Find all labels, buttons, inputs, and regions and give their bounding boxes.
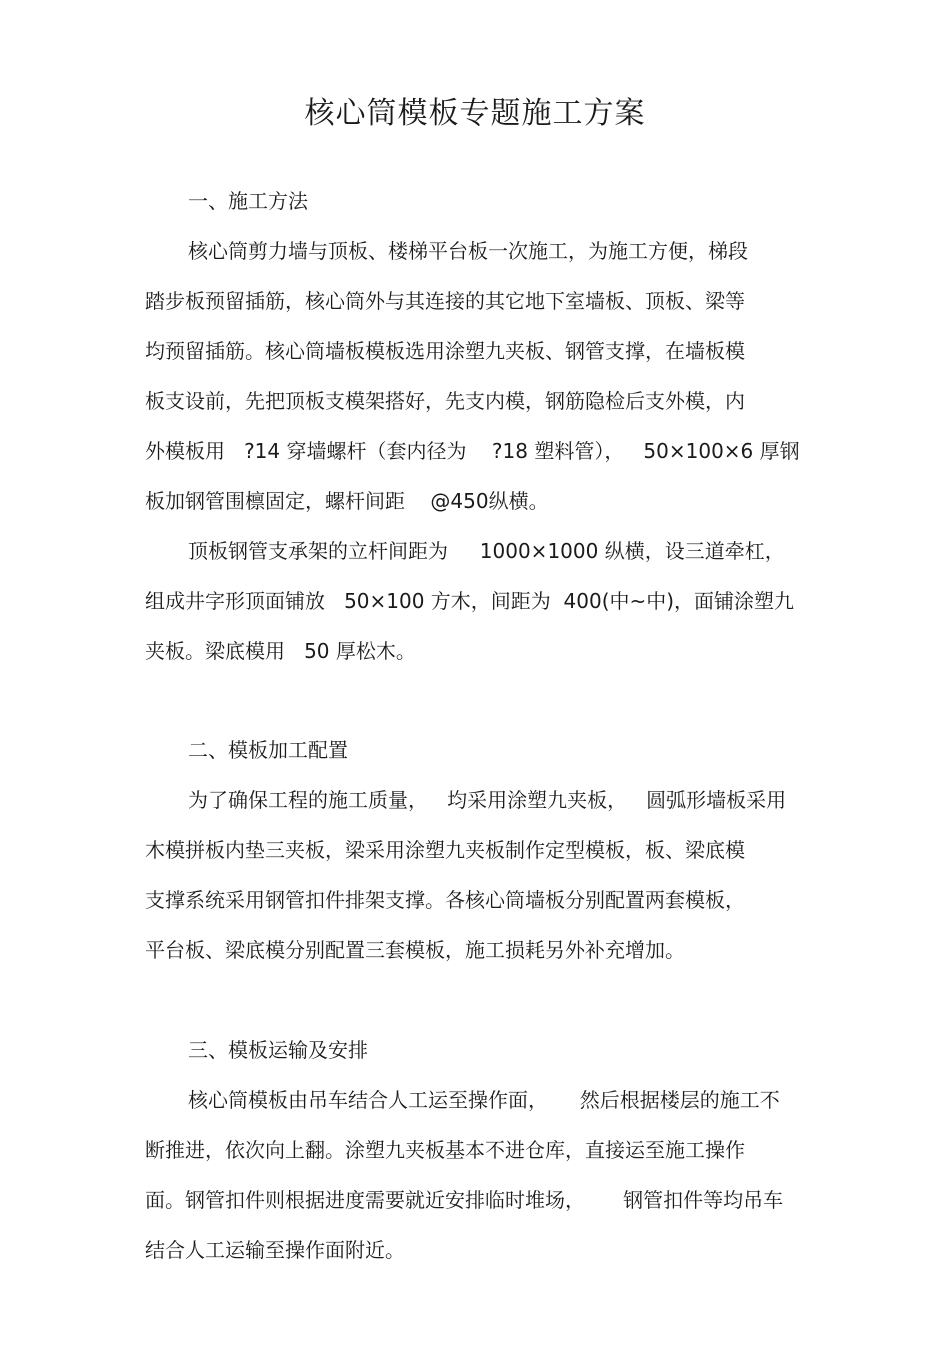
paragraph-line: 支撑系统采用钢管扣件排架支撑。各核心筒墙板分别配置两套模板， xyxy=(145,888,745,912)
paragraph-line: 为了确保工程的施工质量， 均采用涂塑九夹板， 圆弧形墙板采用 xyxy=(188,788,787,812)
paragraph-line: 夹板。梁底模用 50 厚松木。 xyxy=(145,639,416,663)
paragraph-line: 面。钢管扣件则根据进度需要就近安排临时堆场， 钢管扣件等均吊车 xyxy=(145,1188,784,1212)
paragraph-line: 板支设前，先把顶板支模架搭好，先支内模，钢筋隐检后支外模，内 xyxy=(145,389,745,413)
paragraph-line: 结合人工运输至操作面附近。 xyxy=(145,1238,405,1262)
paragraph-line: 踏步板预留插筋，核心筒外与其连接的其它地下室墙板、顶板、梁等 xyxy=(145,289,745,313)
page-title: 核心筒模板专题施工方案 xyxy=(304,96,646,131)
paragraph-line: 平台板、梁底模分别配置三套模板，施工损耗另外补充增加。 xyxy=(145,938,685,962)
paragraph-line: 外模板用 ?14 穿墙螺杆（套内径为 ?18 塑料管）， 50×100×6 厚钢 xyxy=(145,439,800,463)
paragraph-line: 断推进，依次向上翻。涂塑九夹板基本不进仓库，直接运至施工操作 xyxy=(145,1138,745,1162)
paragraph-line: 木模拼板内垫三夹板，梁采用涂塑九夹板制作定型模板，板、梁底模 xyxy=(145,838,745,862)
section-heading: 二、模板加工配置 xyxy=(188,738,348,762)
paragraph-line: 核心筒剪力墙与顶板、楼梯平台板一次施工，为施工方便，梯段 xyxy=(188,239,748,263)
paragraph-line: 组成井字形顶面铺放 50×100 方木，间距为 400(中~中)，面铺涂塑九 xyxy=(145,589,795,613)
paragraph-line: 顶板钢管支承架的立杆间距为 1000×1000 纵横，设三道牵杠， xyxy=(188,539,785,563)
section-heading: 一、施工方法 xyxy=(188,189,308,213)
paragraph-line: 均预留插筋。核心筒墙板模板选用涂塑九夹板、钢管支撑，在墙板模 xyxy=(145,339,745,363)
paragraph-line: 核心筒模板由吊车结合人工运至操作面， 然后根据楼层的施工不 xyxy=(188,1088,780,1112)
section-heading: 三、模板运输及安排 xyxy=(188,1038,368,1062)
paragraph-line: 板加钢管围檩固定，螺杆间距 @450纵横。 xyxy=(145,489,549,513)
